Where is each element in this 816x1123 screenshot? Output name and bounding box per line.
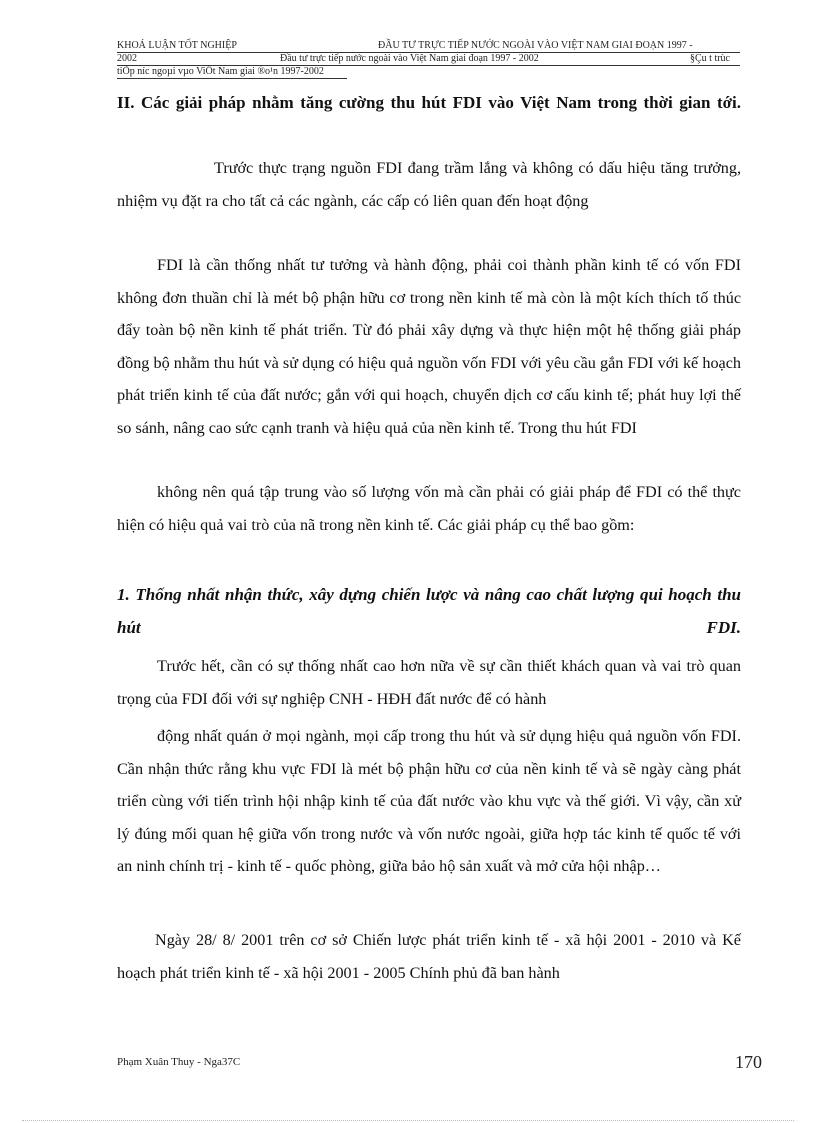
header-line2-mid: Đầu tư trực tiếp nước ngoài vào Việt Nam giai đoạn 1997 - 2002 [280,53,539,64]
paragraph-5: động nhất quán ở mọi ngành, mọi cấp trong thu hút và sử dụng hiệu quả nguồn vốn FDI. Cần nhận thức rằng khu vực FDI là mét bộ phận hữu cơ của nền kinh tế và sẽ ngày càng phát triển cùng với tiến trình hội nhập kinh tế của đất nước vào khu vực và thế giới. Vì vậy, cần xử lý đúng mối quan hệ giữa vốn trong nước và vốn nước ngoài, giữa hợp tác kinh tế quốc tế với an ninh chính trị - kinh tế - quốc phòng, giữa bảo hộ sản xuất và mở cửa hội nhập… [117,727,741,875]
paragraph-3: không nên quá tập trung vào số lượng vốn mà cần phải có giải pháp để FDI có thể thực hiện có hiệu quả vai trò của nã trong nền kinh tế. Các giải pháp cụ thể bao gồm: [117,483,741,534]
subsection-heading: 1. Thống nhất nhận thức, xây dựng chiến lược và nâng cao chất lượng qui hoạch thu hút FDI. [117,585,741,637]
footer-author: Phạm Xuân Thuy - Nga37C [117,1056,241,1068]
page-bottom-edge [22,1120,794,1121]
header-left-title: KHOÁ LUẬN TỐT NGHIỆP [117,40,237,51]
header-line2-right: §Çu t trùc [690,53,730,64]
header-right-title: ĐẦU TƯ TRỰC TIẾP NƯỚC NGOÀI VÀO VIỆT NAM GIAI ĐOẠN 1997 - [378,40,693,51]
header-rule-3 [117,78,347,79]
paragraph-1: Trước thực trạng nguồn FDI đang trầm lắng và không có dấu hiệu tăng trưởng, nhiệm vụ đặt ra cho tất cả các ngành, các cấp có liên quan đến hoạt động [117,159,741,210]
paragraph-2: FDI là cần thống nhất tư tưởng và hành động, phải coi thành phần kinh tế có vốn FDI không đơn thuần chỉ là mét bộ phận hữu cơ trong nền kinh tế mà còn là một kích thích tố thúc đẩy toàn bộ nền kinh tế phát triển. Từ đó phải xây dựng và thực hiện một hệ thống giải pháp đồng bộ nhằm thu hút và sử dụng có hiệu quả nguồn vốn FDI với yêu cầu gắn FDI với kế hoạch phát triển kinh tế của đất nước; gắn với qui hoạch, chuyển dịch cơ cấu kinh tế; phát huy lợi thế so sánh, nâng cao sức cạnh tranh và hiệu quả của nền kinh tế. Trong thu hút FDI [117,256,741,437]
paragraph-4: Trước hết, cần có sự thống nhất cao hơn nữa về sự cần thiết khách quan và vai trò quan trọng của FDI đối với sự nghiệp CNH - HĐH đất nước để có hành [117,657,741,708]
section-heading: II. Các giải pháp nhằm tăng cường thu hút FDI vào Việt Nam trong thời gian tới. [117,93,741,112]
header-line2-left: 2002 [117,53,137,64]
page-number: 170 [735,1052,762,1072]
header-line3: tiÕp níc ngoµi vµo ViÖt Nam giai ®o¹n 1997-2002 [117,66,324,77]
paragraph-6: Ngày 28/ 8/ 2001 trên cơ sở Chiến lược phát triển kinh tế - xã hội 2001 - 2010 và Kế hoạch phát triển kinh tế - xã hội 2001 - 2005 Chính phủ đã ban hành [117,931,741,982]
